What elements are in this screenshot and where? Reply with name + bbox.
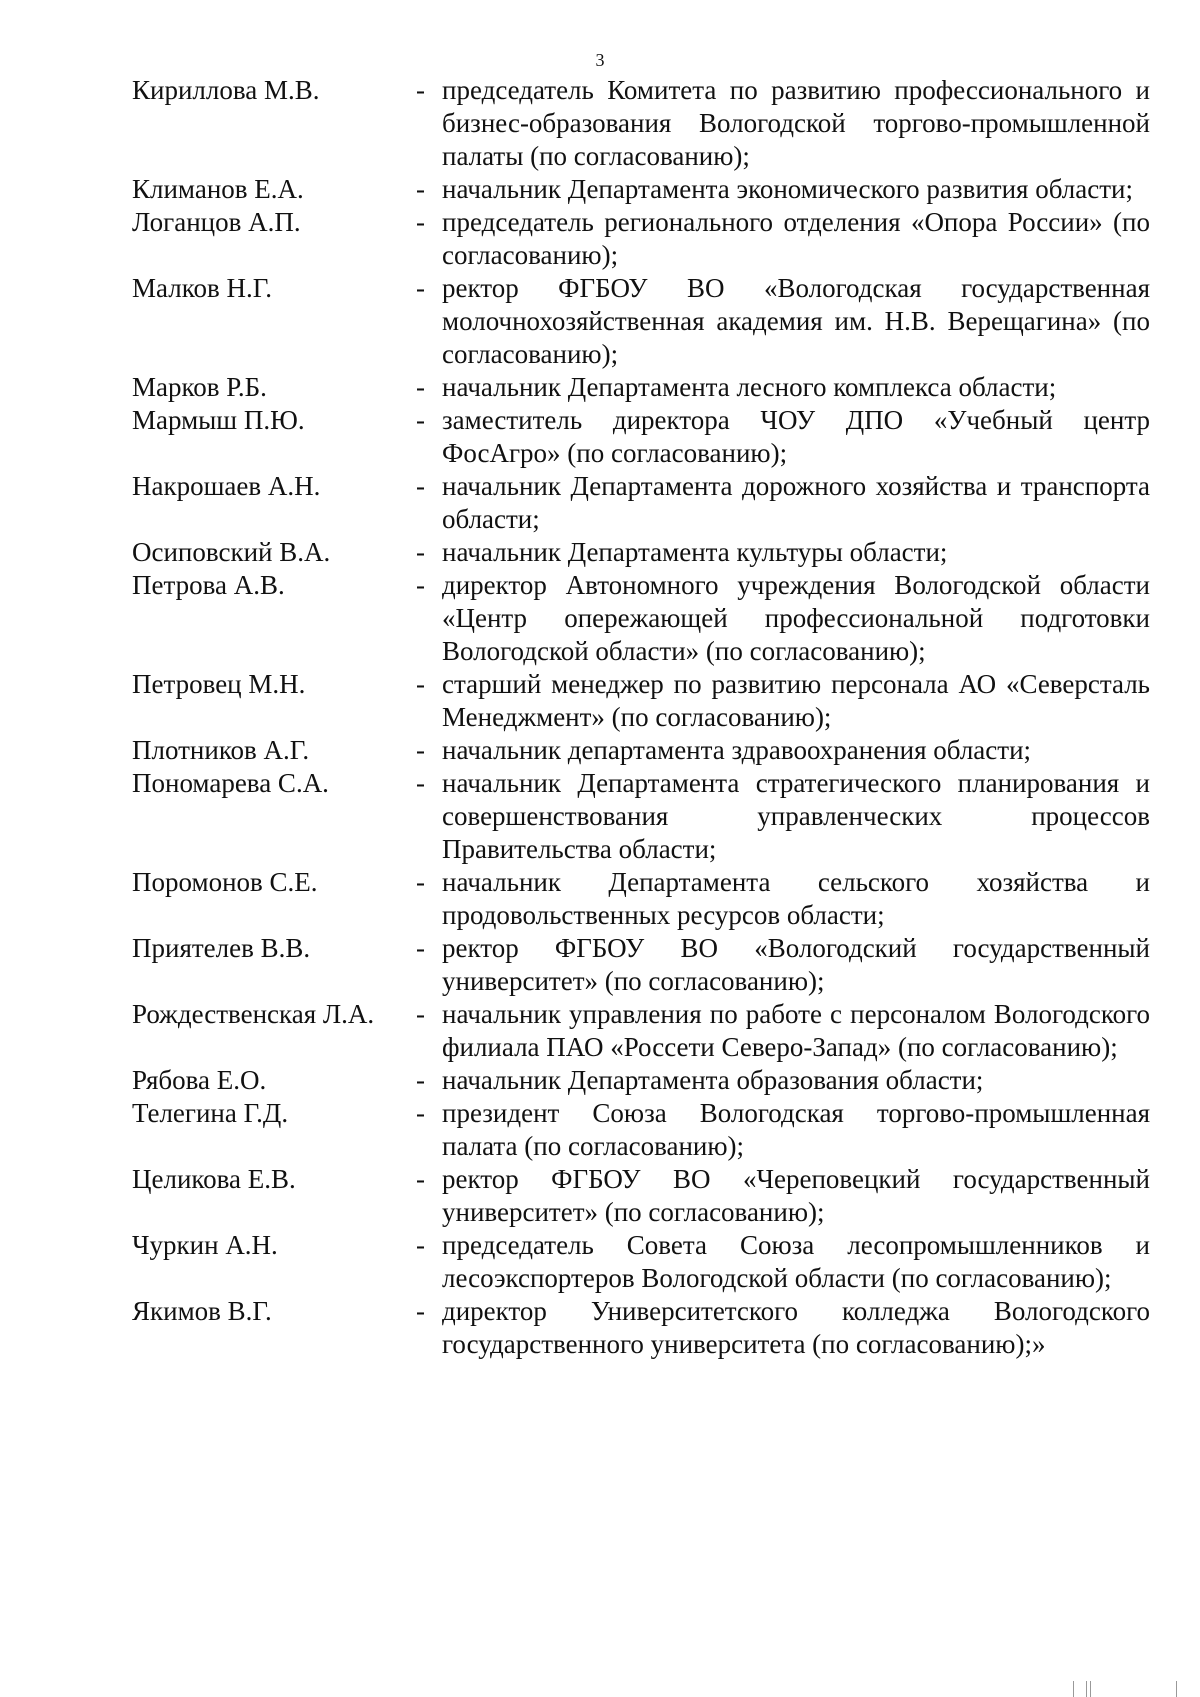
member-name: Приятелев В.В.: [132, 933, 311, 963]
member-dash: -: [416, 207, 425, 237]
member-dash: -: [416, 372, 425, 402]
member-name: Петровец М.Н.: [132, 669, 306, 699]
member-dash: -: [416, 669, 425, 699]
member-name: Мармыш П.Ю.: [132, 405, 305, 435]
member-dash: -: [416, 867, 425, 897]
scan-artifact-mark: [1086, 1681, 1087, 1697]
member-role: директор Университетского колледжа Вологодского государственного университета (по согласованию);»: [442, 1296, 1150, 1359]
member-role: начальник Департамента образования области;: [442, 1065, 984, 1095]
member-row: [132, 866, 1150, 932]
member-name: Пономарева С.А.: [132, 768, 329, 798]
member-role: председатель Комитета по развитию профессионального и бизнес-образования Вологодской торгово-промышленной палаты (по согласованию);: [442, 75, 1150, 171]
member-row: [132, 536, 1150, 569]
member-role: начальник Департамента культуры области;: [442, 537, 948, 567]
member-dash: -: [416, 537, 425, 567]
member-dash: -: [416, 1230, 425, 1260]
member-dash: -: [416, 768, 425, 798]
member-row: [132, 206, 1150, 272]
member-role: начальник Департамента экономического развития области;: [442, 174, 1133, 204]
member-dash: -: [416, 174, 425, 204]
member-dash: -: [416, 273, 425, 303]
member-role: начальник Департамента стратегического планирования и совершенствования управленческих процессов Правительства области;: [442, 768, 1150, 864]
member-role: ректор ФГБОУ ВО «Вологодский государственный университет» (по согласованию);: [442, 933, 1150, 996]
member-name: Телегина Г.Д.: [132, 1098, 289, 1128]
member-row: [132, 371, 1150, 404]
member-name: Целикова Е.В.: [132, 1164, 296, 1194]
member-row: [132, 1229, 1150, 1295]
member-name: Петрова А.В.: [132, 570, 285, 600]
member-dash: -: [416, 1164, 425, 1194]
member-row: [132, 1097, 1150, 1163]
member-dash: -: [416, 933, 425, 963]
member-row: [132, 1163, 1150, 1229]
member-role: начальник управления по работе с персоналом Вологодского филиала ПАО «Россети Северо-Запад» (по согласованию);: [442, 999, 1150, 1062]
member-dash: -: [416, 999, 425, 1029]
member-role: начальник Департамента дорожного хозяйства и транспорта области;: [442, 471, 1150, 534]
member-row: [132, 767, 1150, 866]
scan-artifact-mark: [1176, 1681, 1177, 1697]
member-row: [132, 932, 1150, 998]
member-row: [132, 74, 1150, 173]
member-dash: -: [416, 471, 425, 501]
member-name: Поромонов С.Е.: [132, 867, 318, 897]
member-role: ректор ФГБОУ ВО «Вологодская государственная молочнохозяйственная академия им. Н.В. Верещагина» (по согласованию);: [442, 273, 1150, 369]
member-row: [132, 272, 1150, 371]
member-name: Осиповский В.А.: [132, 537, 331, 567]
member-name: Чуркин А.Н.: [132, 1230, 278, 1260]
member-row: [132, 404, 1150, 470]
scan-artifact-mark: [1073, 1681, 1074, 1697]
member-row: [132, 734, 1150, 767]
member-role: заместитель директора ЧОУ ДПО «Учебный центр ФосАгро» (по согласованию);: [442, 405, 1150, 468]
member-name: Кириллова М.В.: [132, 75, 320, 105]
members-list: [132, 74, 1150, 1361]
member-row: [132, 569, 1150, 668]
member-dash: -: [416, 570, 425, 600]
member-name: Марков Р.Б.: [132, 372, 267, 402]
member-name: Климанов Е.А.: [132, 174, 304, 204]
member-row: [132, 668, 1150, 734]
member-dash: -: [416, 1065, 425, 1095]
member-role: ректор ФГБОУ ВО «Череповецкий государственный университет» (по согласованию);: [442, 1164, 1150, 1227]
member-role: директор Автономного учреждения Вологодской области «Центр опережающей профессиональной подготовки Вологодской области» (по согласованию);: [442, 570, 1150, 666]
member-name: Малков Н.Г.: [132, 273, 273, 303]
member-name: Якимов В.Г.: [132, 1296, 272, 1326]
member-name: Накрошаев А.Н.: [132, 471, 321, 501]
member-dash: -: [416, 405, 425, 435]
member-name: Логанцов А.П.: [132, 207, 301, 237]
member-name: Рябова Е.О.: [132, 1065, 267, 1095]
member-role: начальник Департамента лесного комплекса области;: [442, 372, 1057, 402]
member-name: Рождественская Л.А.: [132, 999, 375, 1029]
member-role: начальник департамента здравоохранения области;: [442, 735, 1032, 765]
member-name: Плотников А.Г.: [132, 735, 310, 765]
member-dash: -: [416, 1296, 425, 1326]
member-row: [132, 1064, 1150, 1097]
member-role: председатель Совета Союза лесопромышленников и лесоэкспортеров Вологодской области (по согласованию);: [442, 1230, 1150, 1293]
member-role: президент Союза Вологодская торгово-промышленная палата (по согласованию);: [442, 1098, 1150, 1161]
member-dash: -: [416, 75, 425, 105]
scan-artifact-mark: [1090, 1681, 1091, 1697]
member-role: старший менеджер по развитию персонала АО «Северсталь Менеджмент» (по согласованию);: [442, 669, 1150, 732]
member-role: начальник Департамента сельского хозяйства и продовольственных ресурсов области;: [442, 867, 1150, 930]
member-role: председатель регионального отделения «Опора России» (по согласованию);: [442, 207, 1150, 270]
member-dash: -: [416, 735, 425, 765]
member-row: [132, 1295, 1150, 1361]
member-row: [132, 998, 1150, 1064]
member-dash: -: [416, 1098, 425, 1128]
member-row: [132, 173, 1150, 206]
member-row: [132, 470, 1150, 536]
page-number: 3: [595, 50, 605, 70]
